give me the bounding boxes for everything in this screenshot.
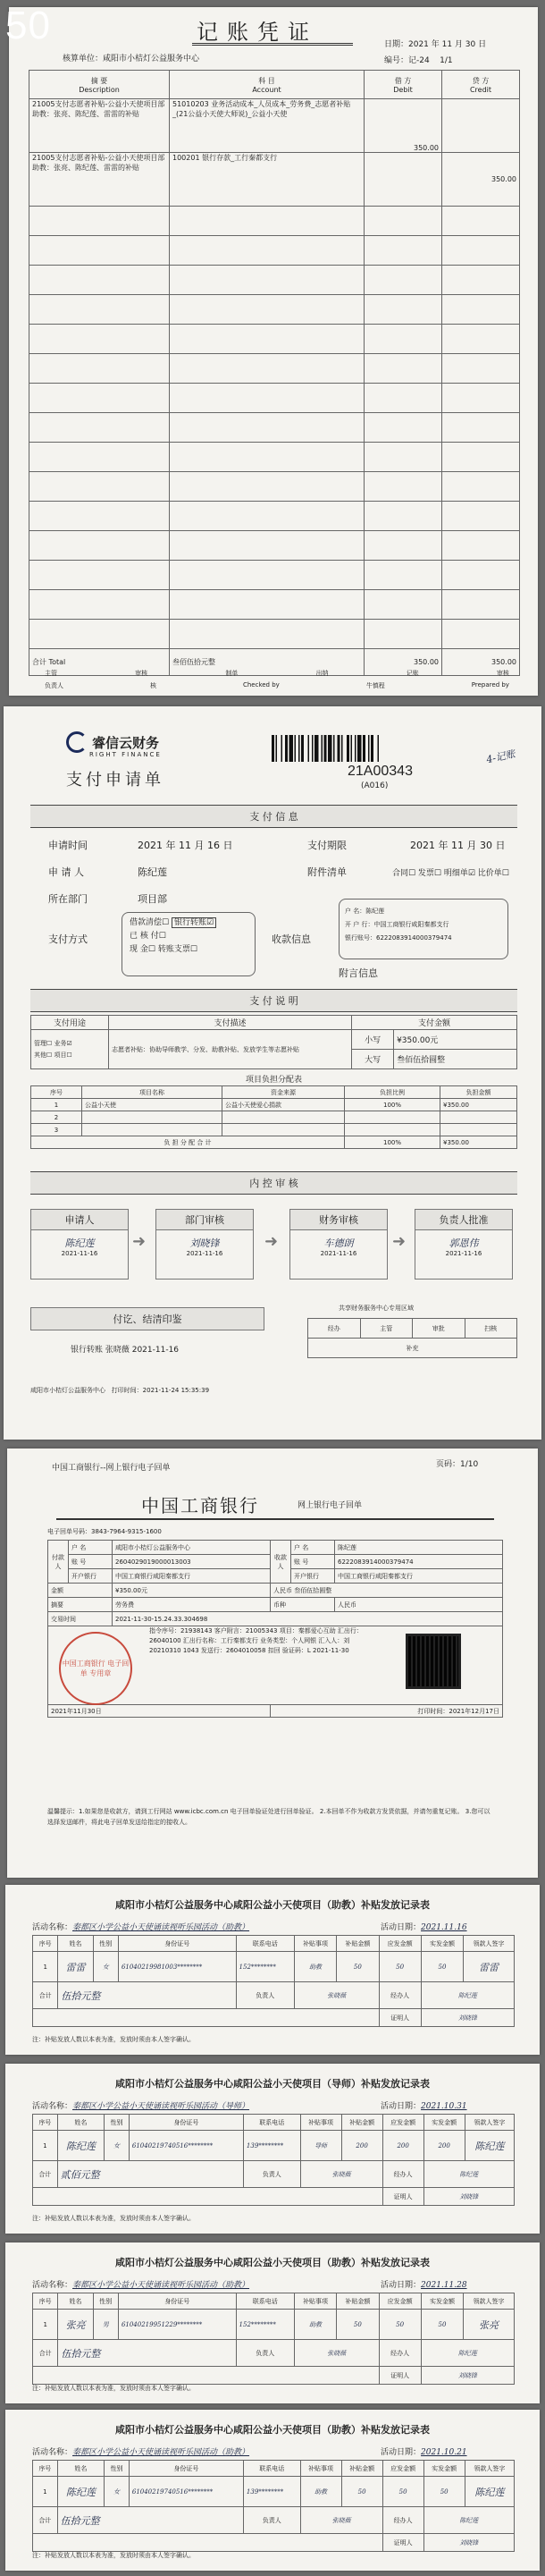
- flow-approver: 负责人批准 郭恩伟 2021-11-16: [415, 1209, 513, 1280]
- method-box: 借款清偿☐ 银行转账☑ 已 核 付☐ 现 金☐ 转账支票☐: [122, 912, 256, 976]
- payment-footer: 咸阳市小桔灯公益服务中心 打印时间：2021-11-24 15:35:39: [30, 1387, 210, 1394]
- barcode-sub: (A016): [361, 781, 389, 790]
- section-pay-desc: 支 付 说 明: [30, 989, 517, 1012]
- record-note: 注：补贴发放人数以本表为准，发放时须由本人签字确认。: [32, 2036, 195, 2043]
- row-account: 51010203 业务活动成本_人员成本_劳务费_志愿者补贴_(21公益小天使大师说)_公益小天使: [170, 99, 365, 153]
- shared-title: 共享财务服务中心专用区域: [339, 1305, 414, 1312]
- row-summary: 21005支付志愿者补贴-公益小天使项目部助教：张亮、陈纪莲、雷雷的补贴: [29, 99, 170, 153]
- record-activity: 活动名称：秦都区小学公益小天使诵读视听乐园活动（导师）: [32, 2102, 250, 2111]
- voucher-date: 日期：2021 年 11 月 30 日: [384, 40, 487, 49]
- record-table: 序号 姓名 性别 身份证号 联系电话 补贴事项 补贴金额 应发金额 实发金额 领款人签字 1 张亮 男 61040219951229******** 152******** 助教 50 50 50 张亮 合计 伍拾元整 负责人 张晓薇 经办人 陈纪莲 证明人 刘晓锋: [32, 2293, 515, 2385]
- alloc-table: 序号 项目名称 资金来源 负担比例 负担金额 1 公益小天使 公益小天使爱心捐款 100% ¥350.00 2 3 负 担 分 配 合 计 100% ¥350.00: [30, 1085, 517, 1149]
- brand-logo: 睿信云财务: [66, 731, 159, 753]
- flow-arrow-icon: ➜: [132, 1232, 147, 1251]
- logo-icon: [66, 731, 88, 753]
- applicant: 陈纪莲: [138, 866, 167, 878]
- row-debit: [365, 153, 442, 207]
- receipt-no: 电子回单号码：3843-7964-9315-1600: [47, 1528, 162, 1535]
- payment-sheet: [4, 706, 541, 1440]
- audit-flow: [30, 1198, 517, 1305]
- row-credit: [442, 99, 520, 153]
- attach-label: 附件清单: [307, 866, 347, 878]
- barcode-number: 21A00343: [348, 764, 413, 779]
- method-label: 支付方式: [48, 933, 88, 945]
- section-seal: 付讫、结清印鉴: [30, 1307, 264, 1330]
- row-credit: 350.00: [442, 153, 520, 207]
- table-row: 1 公益小天使 公益小天使爱心捐款 100% ¥350.00: [31, 1099, 517, 1111]
- apply-date: 2021 年 11 月 16 日: [138, 840, 233, 851]
- record-activity: 活动名称：秦都区小学公益小天使诵读视听乐园活动（助教）: [32, 2281, 250, 2290]
- table-row: 1 张亮 男 61040219951229******** 152******** 助教 50 50 50 张亮: [33, 2310, 515, 2340]
- record-table: 序号 姓名 性别 身份证号 联系电话 补贴事项 补贴金额 应发金额 实发金额 领款人签字 1 陈纪莲 女 61040219740516******** 139******** 导师 200 200 200 陈纪莲 合计 贰佰元整 负责人 张晓薇 经办人 陈纪莲 证明人 刘晓锋: [32, 2114, 515, 2206]
- voucher-table: [29, 70, 520, 676]
- record-table: 序号 姓名 性别 身份证号 联系电话 补贴事项 补贴金额 应发金额 实发金额 领款人签字 1 雷雷 女 61040219981003******** 152******** 助教 50 50 50 雷雷 合计 伍拾元整 负责人 张晓薇 经办人 陈纪莲 证明人 刘晓锋: [32, 1935, 515, 2027]
- applicant-label: 申 请 人: [48, 866, 84, 878]
- row-debit: 350.00: [365, 99, 442, 153]
- section-internal-audit: 内 控 审 核: [30, 1171, 517, 1195]
- row-summary: 21005支付志愿者补贴-公益小天使项目部助教：张亮、陈纪莲、雷雷的补贴: [29, 153, 170, 207]
- page-number: 50: [5, 4, 51, 47]
- apply-date-label: 申请时间: [48, 840, 88, 851]
- voucher-number: 编号：记-24 1/1: [384, 56, 453, 65]
- voucher-title-underline: [192, 43, 353, 46]
- bank-footer-notes: 温馨提示：1.如果您是收款方，请到工行网站 www.icbc.com.cn 电子回单验证处进行回单验证。 2.本回单不作为收款方发货依据，并请勿重复记账。 3.您可以选择发送邮件，将此电子回单发送给指定的接收人。: [47, 1808, 490, 1826]
- flow-finance-audit: 财务审核 车德朗 2021-11-16: [289, 1209, 388, 1280]
- bank-title: 中国工商银行: [141, 1495, 259, 1516]
- qr-code: [406, 1634, 461, 1689]
- recv-label: 收款信息: [272, 933, 311, 945]
- table-row: [29, 153, 520, 207]
- record-activity: 活动名称：秦都区小学公益小天使诵读视听乐园活动（助教）: [32, 1923, 250, 1932]
- col-credit: 贷 方 Credit: [442, 71, 520, 99]
- bank-transfer-note: 银行转账 张晓薇 2021-11-16: [71, 1346, 180, 1355]
- bank-subtitle: 网上银行电子回单: [298, 1501, 363, 1510]
- bank-header-right: 页码：1/10: [436, 1460, 479, 1469]
- table-row: 1 陈纪莲 女 61040219740516******** 139******** 导师 200 200 200 陈纪莲: [33, 2131, 515, 2161]
- voucher-sheet: [9, 7, 538, 696]
- payment-title: 支付申请单: [66, 771, 164, 790]
- record-note: 注：补贴发放人数以本表为准，发放时须由本人签字确认。: [32, 2385, 195, 2392]
- alloc-title: 项目负担分配表: [245, 1076, 302, 1085]
- flow-arrow-icon: ➜: [264, 1232, 279, 1251]
- voucher-total-row: 合计 Total 叁佰伍拾元整 350.00 350.00: [29, 649, 520, 676]
- row-account: 100201 银行存款_工行秦都支行: [170, 153, 365, 207]
- pay-desc-table: 支付用途 支付描述 支付金额 管理☐ 业务☑ 其他☐ 项目☐ 志愿者补贴：协助导师教学、分发、助教补贴、发放学生等志愿补贴 小写 ¥350.00元 大写 叁佰伍拾圆整: [30, 1015, 517, 1069]
- subsidy-record-sheet: [5, 2064, 540, 2234]
- record-title: 咸阳市小桔灯公益服务中心咸阳公益小天使项目（助教）补贴发放记录表: [115, 2257, 430, 2268]
- voucher-org: 核算单位：咸阳市小桔灯公益服务中心: [63, 55, 200, 63]
- side-note: 4-记账: [485, 747, 516, 766]
- subsidy-record-sheet: [5, 2410, 540, 2571]
- bank-table: 付款人 户 名 咸阳市小桔灯公益服务中心 收款人 户 名 陈纪莲 账 号 2604029019000013003 账 号 6222083914000379474 开户银行 中国工商银行咸阳秦都支行 开户银行 中国工商银行咸阳秦都支行 金额 ¥350.00元 人民币 叁佰伍拾圆整 摘要 劳务费 币种 人民币 交易时间 2021-11-30-15.24.33.304698 指令序号：21938143 客户附言：21005343 项目：秦都爱心互助 汇出行：26040100 汇出行名称：工行秦都支行 业务类型：个人网银 汇入人：刘 20210310 1043 发送行：2604010058 扣回 验证码：L 2021-11-30 中国工商银行 电子回单 专用章 2021年11月30日 打印时间：2021年12月17日: [47, 1540, 503, 1718]
- flow-dept-audit: 部门审核 刘晓锋 2021-11-16: [155, 1209, 254, 1280]
- voucher-title: 记账凭证: [197, 20, 318, 45]
- record-date: 活动日期：2021.11.28: [381, 2281, 467, 2290]
- table-row: [29, 99, 520, 153]
- record-note: 注：补贴发放人数以本表为准，发放时须由本人签字确认。: [32, 2215, 195, 2222]
- subsidy-record-sheet: [5, 2242, 540, 2403]
- bank-title-rule: [56, 1518, 494, 1520]
- bank-stamp: 中国工商银行 电子回单 专用章: [59, 1632, 132, 1705]
- barcode: [272, 735, 450, 762]
- subsidy-record-sheet: [5, 1885, 540, 2055]
- dept: 项目部: [138, 893, 167, 905]
- record-date: 活动日期：2021.11.16: [381, 1923, 467, 1932]
- col-account: 科 目 Account: [170, 71, 365, 99]
- table-row: 2: [31, 1111, 517, 1124]
- bank-header-left: 中国工商银行--网上银行电子回单: [52, 1464, 171, 1473]
- brand-en: RIGHT FINANCE: [89, 751, 162, 758]
- attach-options: 合同☐ 发票☐ 明细单☑ 比价单☐: [392, 869, 509, 878]
- col-debit: 借 方 Debit: [365, 71, 442, 99]
- shared-table: 经办 主管 审批 扫核 补充: [307, 1318, 517, 1358]
- recv-note-label: 附言信息: [339, 967, 378, 979]
- record-activity: 活动名称：秦都区小学公益小天使诵读视听乐园活动（助教）: [32, 2448, 250, 2457]
- record-date: 活动日期：2021.10.21: [381, 2448, 467, 2457]
- pay-date: 2021 年 11 月 30 日: [410, 840, 506, 851]
- record-note: 注：补贴发放人数以本表为准，发放时须由本人签字确认。: [32, 2552, 195, 2559]
- pay-date-label: 支付期限: [307, 840, 347, 851]
- record-title: 咸阳市小桔灯公益服务中心咸阳公益小天使项目（助教）补贴发放记录表: [115, 2424, 430, 2436]
- table-row: 3: [31, 1124, 517, 1136]
- table-row: 1 陈纪莲 女 61040219740516******** 139******** 助教 50 50 50 陈纪莲: [33, 2477, 515, 2507]
- voucher-footer: 主管 审核 制单 出纳 记账 审核: [45, 670, 509, 677]
- record-title: 咸阳市小桔灯公益服务中心咸阳公益小天使项目（助教）补贴发放记录表: [115, 1899, 430, 1911]
- dept-label: 所在部门: [48, 893, 88, 905]
- record-table: 序号 姓名 性别 身份证号 联系电话 补贴事项 补贴金额 应发金额 实发金额 领款人签字 1 陈纪莲 女 61040219740516******** 139******** 助教 50 50 50 陈纪莲 合计 伍拾元整 负责人 张晓薇 经办人 陈纪莲 证明人 刘晓锋: [32, 2460, 515, 2552]
- record-title: 咸阳市小桔灯公益服务中心咸阳公益小天使项目（导师）补贴发放记录表: [115, 2078, 430, 2090]
- bank-sheet: [7, 1448, 538, 1878]
- table-row: 1 雷雷 女 61040219981003******** 152******** 助教 50 50 50 雷雷: [33, 1952, 515, 1982]
- record-date: 活动日期：2021.10.31: [381, 2102, 467, 2111]
- section-pay-info: 支 付 信 息: [30, 805, 517, 828]
- col-summary: 摘 要 Description: [29, 71, 170, 99]
- flow-arrow-icon: ➜: [392, 1232, 407, 1251]
- recv-box: 户 名：陈纪莲 开 户 行：中国工商银行咸阳秦都支行 银行账号：6222083914000379474: [339, 899, 508, 959]
- flow-applicant: 申请人 陈纪莲 2021-11-16: [30, 1209, 129, 1280]
- voucher-footer-row2: 负责人 核 Checked by 牛慎程 Prepared by: [45, 681, 509, 689]
